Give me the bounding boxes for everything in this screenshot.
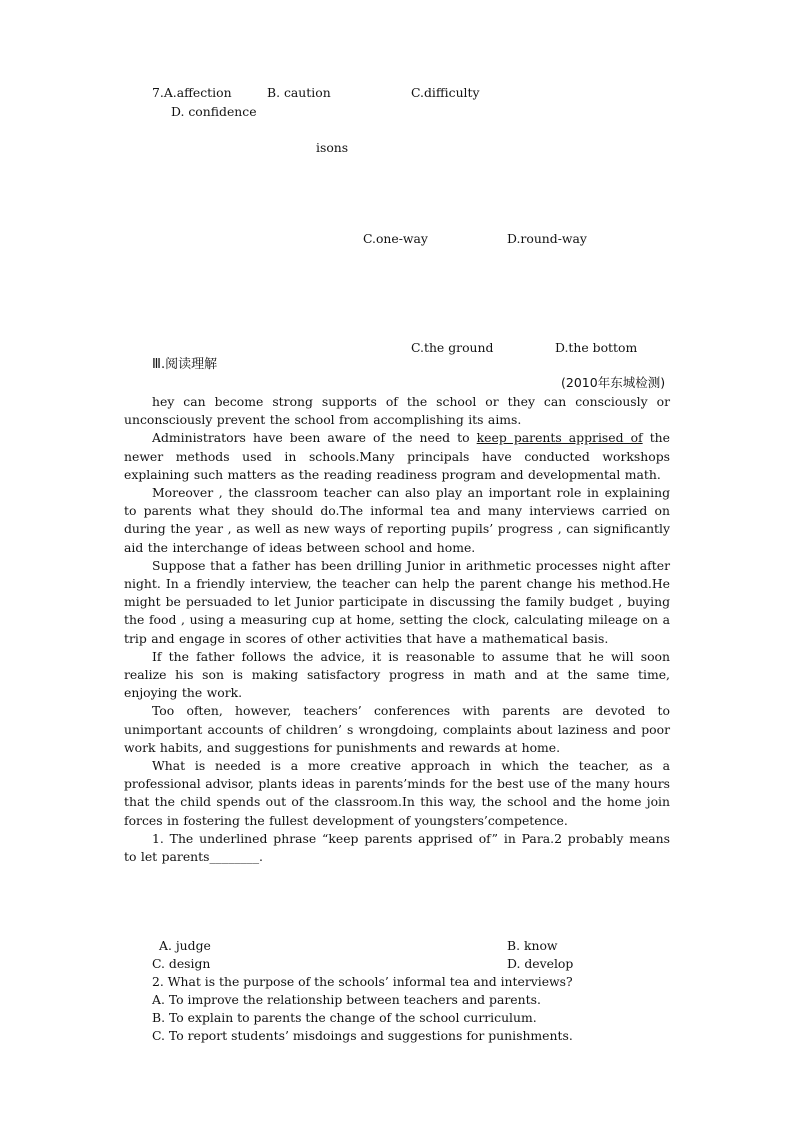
question-2-stem: 2. What is the purpose of the schools’ informal tea and interviews?: [152, 974, 573, 989]
q7-option-b: B. caution: [267, 85, 331, 100]
passage-paragraph-6: Too often, however, teachers’ conferences with parents are devoted to unimportant accounts of children’ s wrongdoing, complaints about laziness and poor work habits, and suggestions for punishments and rewards at home.: [124, 703, 670, 755]
passage-paragraph-2: [124, 429, 670, 484]
q7-option-a: 7.A.affection: [152, 85, 232, 100]
q2-option-a: A. To improve the relationship between teachers and parents.: [152, 992, 541, 1007]
q2-option-b: B. To explain to parents the change of the school curriculum.: [152, 1010, 537, 1025]
q1-option-d: D. develop: [507, 956, 574, 971]
q1-option-b: B. know: [507, 938, 558, 953]
question-1-stem: 1. The underlined phrase “keep parents apprised of” in Para.2 probably means to let parents________.: [124, 830, 670, 865]
q7-option-d: D. confidence: [171, 104, 257, 119]
p2-text-before: Administrators have been aware of the need to: [152, 430, 477, 446]
section-heading: Ⅲ.阅读理解: [152, 357, 218, 372]
section-source: (2010年东城检测): [561, 375, 666, 390]
underlined-phrase: keep parents apprised of: [476, 430, 643, 446]
passage-paragraph-7: What is needed is a more creative approach in which the teacher, as a professional advisor, plants ideas in parents’minds for the best use of the many hours that the child spends out of the classroom.In this way, the school and the home join forces in fostering the fullest development of youngsters’competence.: [124, 758, 670, 828]
option-the-bottom: D.the bottom: [555, 340, 638, 355]
q1-option-c: C. design: [152, 956, 211, 971]
q7-option-c: C.difficulty: [411, 85, 480, 100]
passage-paragraph-3: Moreover , the classroom teacher can also play an important role in explaining to parents what they should do.The informal tea and many interviews carried on during the year , as well as new ways of reporting pupils’ progress , can significantly aid the interchange of ideas between school and home.: [124, 485, 670, 555]
q1-option-a: A. judge: [159, 938, 211, 953]
reading-passage: [124, 393, 670, 866]
q2-option-c: C. To report students’ misdoings and suggestions for punishments.: [152, 1028, 573, 1043]
passage-paragraph-1: hey can become strong supports of the school or they can consciously or unconsciously prevent the school from accomplishing its aims.: [124, 394, 670, 428]
passage-paragraph-4: Suppose that a father has been drilling Junior in arithmetic processes night after night. In a friendly interview, the teacher can help the parent change his method.He might be persuaded to let Junior participate in discussing the family budget , buying the food , using a measuring cup at home, setting the clock, calculating mileage on a trip and engage in scores of other activities that have a mathematical basis.: [124, 557, 670, 646]
p2-text-after: the newer methods used in schools.Many principals have conducted workshops explaining such matters as the reading readiness program and developmental math.: [124, 430, 670, 482]
passage-paragraph-5: If the father follows the advice, it is reasonable to assume that he will soon realize his son is making satisfactory progress in math and at the same time, enjoying the work.: [124, 648, 670, 701]
option-one-way: C.one-way: [363, 231, 428, 246]
fragment-text: isons: [316, 140, 349, 155]
option-round-way: D.round-way: [507, 231, 587, 246]
option-the-ground: C.the ground: [411, 340, 494, 355]
